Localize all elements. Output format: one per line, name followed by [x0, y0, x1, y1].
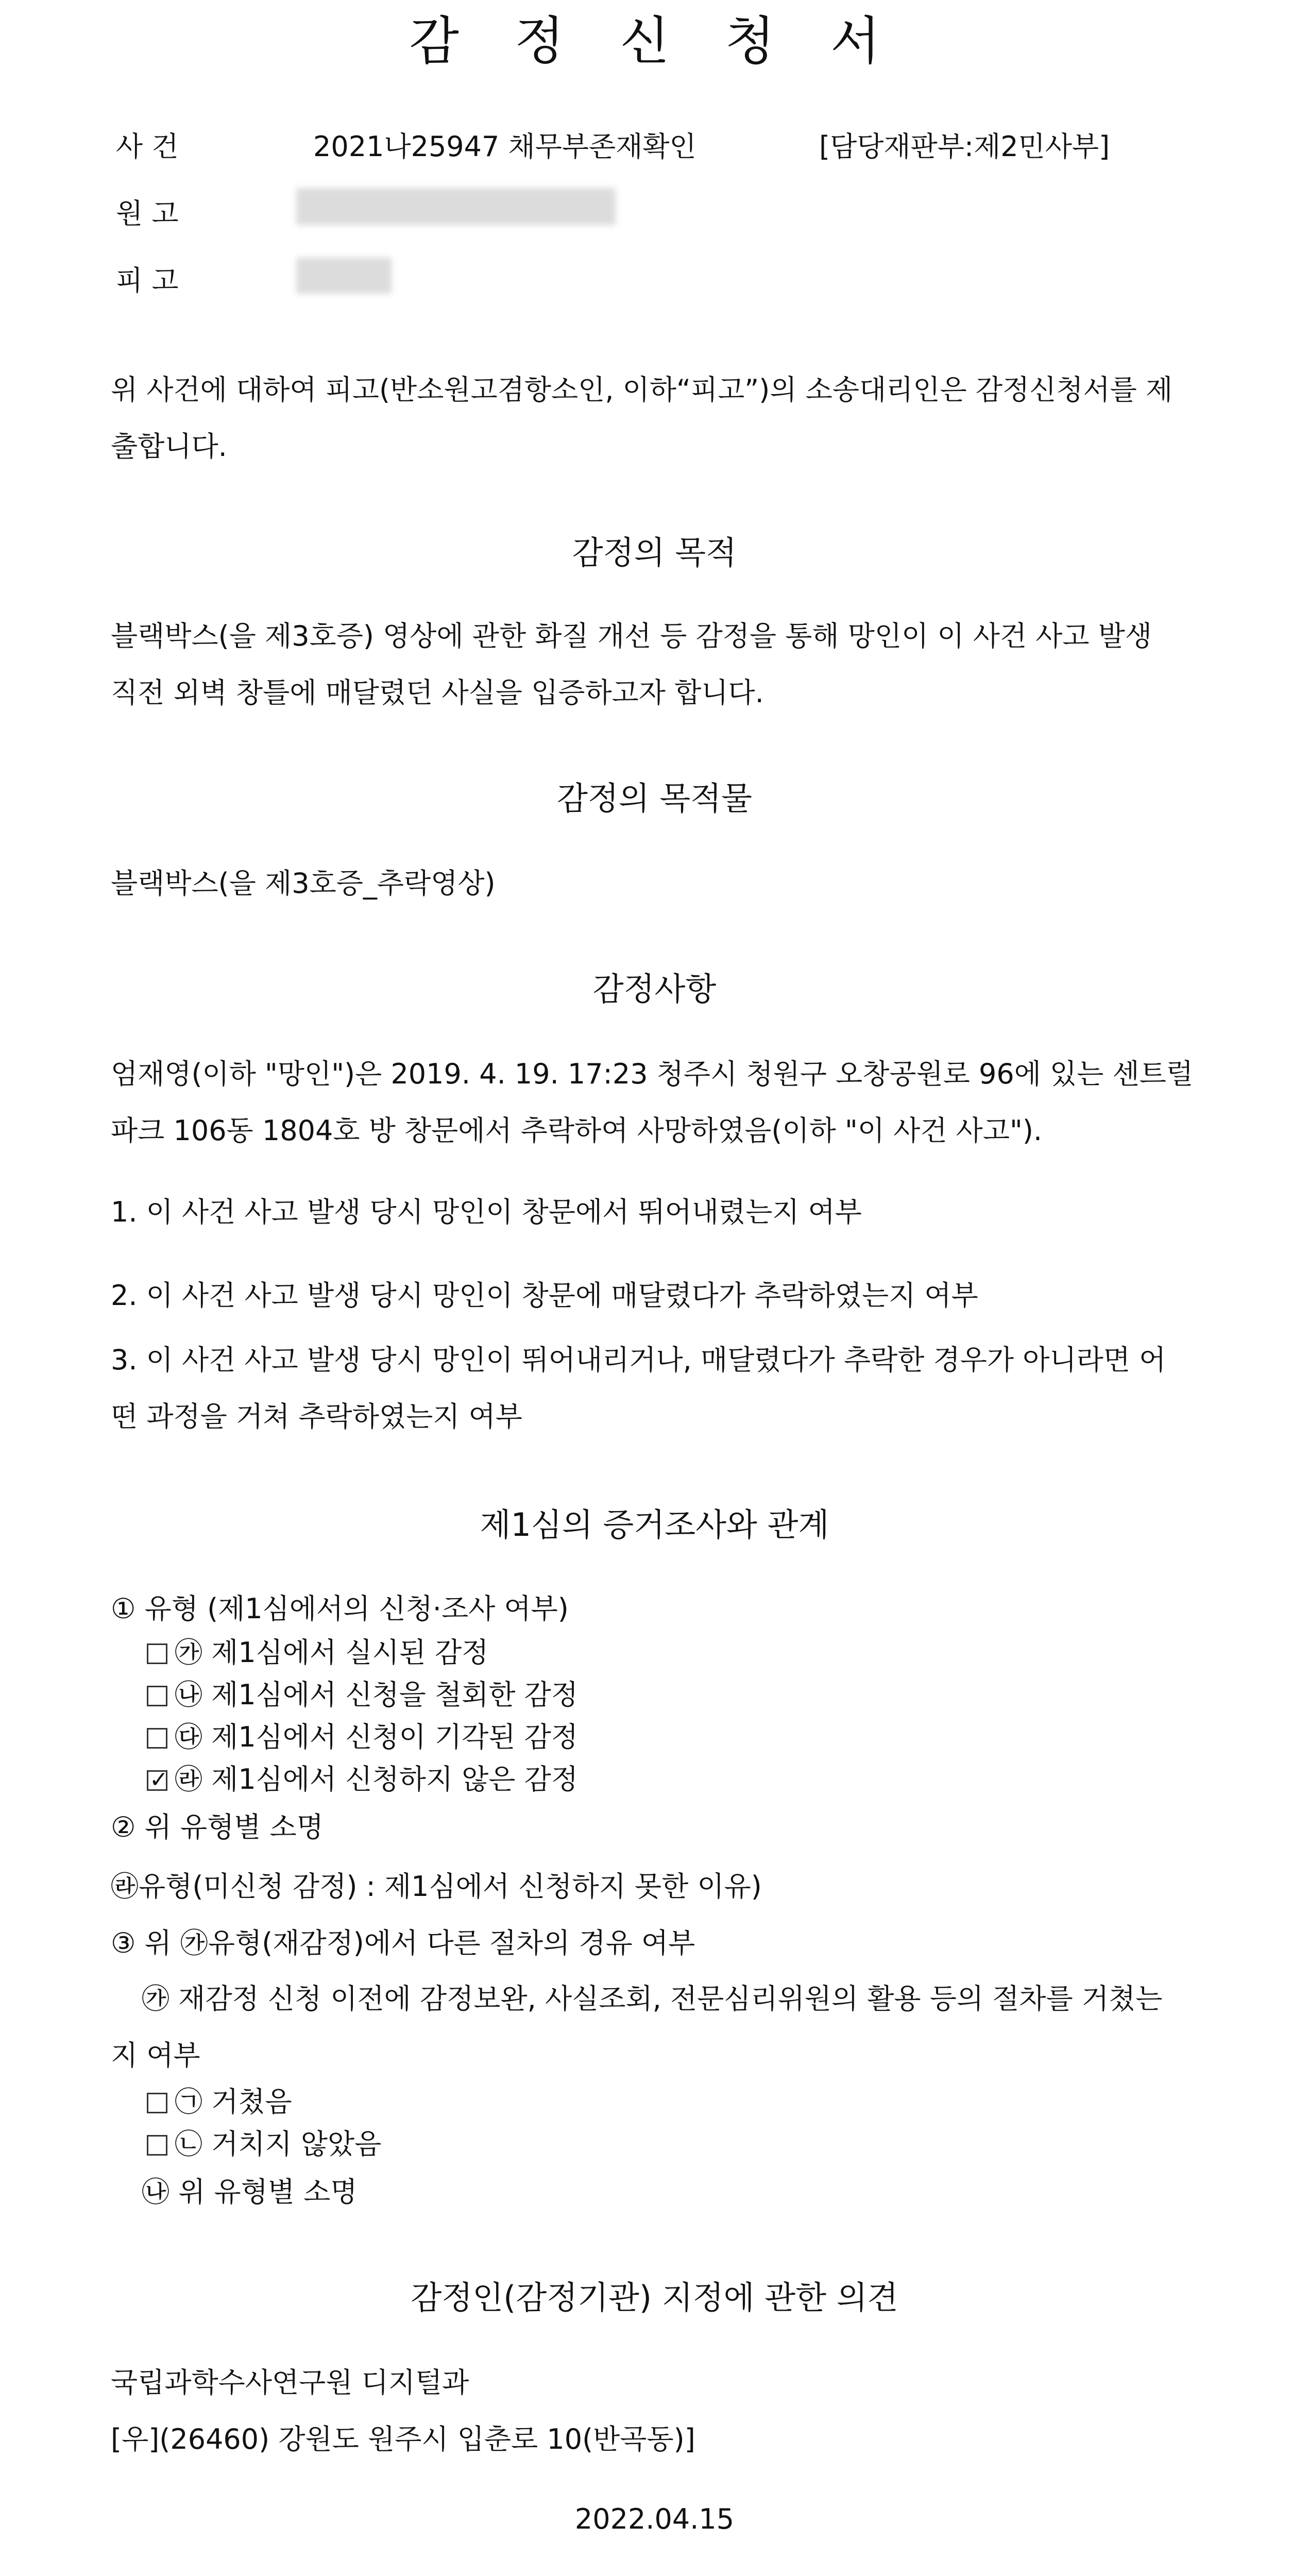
- checkbox[interactable]: [147, 1686, 167, 1706]
- appraiser-heading: 감정인(감정기관) 지정에 관한 의견: [411, 2279, 898, 2316]
- first-instance-heading: 제1심의 증거조사와 관계: [480, 1506, 829, 1544]
- matters-item-1: 1. 이 사건 사고 발생 당시 망인이 창문에서 뛰어내렸는지 여부: [111, 1196, 862, 1228]
- option-executed[interactable]: ㉮ 제1심에서 실시된 감정: [147, 1635, 488, 1671]
- defendant-label: 피 고: [116, 264, 179, 297]
- intro-line-1: 위 사건에 대하여 피고(반소원고겸항소인, 이하“피고”)의 소송대리인은 감정신청서를 제: [111, 374, 1173, 406]
- checkbox-checked[interactable]: [147, 1770, 167, 1791]
- procedure-question-line-1: ㉮ 재감정 신청 이전에 감정보완, 사실조회, 전문심리위원의 활용 등의 절차를 거쳤는: [142, 1982, 1163, 2015]
- checkbox[interactable]: [147, 2135, 167, 2156]
- case-label: 사 건: [116, 130, 179, 163]
- matters-item-2: 2. 이 사건 사고 발생 당시 망인이 창문에 매달렸다가 추락하였는지 여부: [111, 1279, 978, 1312]
- purpose-line-2: 직전 외벽 창틀에 매달렸던 사실을 입증하고자 합니다.: [111, 676, 764, 709]
- matters-line-2: 파크 106동 1804호 방 창문에서 추락하여 사망하였음(이하 "이 사건 사고").: [111, 1114, 1043, 1147]
- procedure-option-no[interactable]: ㉡ 거치지 않았음: [147, 2126, 381, 2162]
- option-withdrawn[interactable]: ㉯ 제1심에서 신청을 철회한 감정: [147, 1677, 578, 1713]
- case-number: 2021나25947 채무부존재확인: [313, 130, 696, 163]
- court-division: [담당재판부:제2민사부]: [819, 130, 1110, 163]
- checkbox[interactable]: [147, 1643, 167, 1664]
- explain-text: ㉱유형(미신청 감정) : 제1심에서 신청하지 못한 이유): [111, 1870, 762, 1903]
- matters-heading: 감정사항: [592, 970, 717, 1008]
- object-line-1: 블랙박스(을 제3호증_추락영상): [111, 867, 496, 900]
- checkbox[interactable]: [147, 1728, 167, 1749]
- purpose-line-1: 블랙박스(을 제3호증) 영상에 관한 화질 개선 등 감정을 통해 망인이 이 사건 사고 발생: [111, 620, 1152, 652]
- explain-title: ② 위 유형별 소명: [111, 1811, 324, 1843]
- procedure-question-line-2: 지 여부: [111, 2039, 200, 2072]
- appraiser-line-1: 국립과학수사연구원 디지털과: [111, 2366, 469, 2399]
- option-rejected[interactable]: ㉰ 제1심에서 신청이 기각된 감정: [147, 1719, 578, 1755]
- procedure-title: ③ 위 ㉮유형(재감정)에서 다른 절차의 경유 여부: [111, 1927, 695, 1959]
- object-heading: 감정의 목적물: [556, 779, 753, 817]
- matters-line-1: 엄재영(이하 "망인")은 2019. 4. 19. 17:23 청주시 청원구 오창공원로 96에 있는 센트럴: [111, 1058, 1194, 1090]
- matters-item-3-line-1: 3. 이 사건 사고 발생 당시 망인이 뛰어내리거나, 매달렸다가 추락한 경우가 아니라면 어: [111, 1344, 1166, 1376]
- intro-line-2: 출합니다.: [111, 430, 227, 463]
- plaintiff-label: 원 고: [116, 197, 179, 230]
- option-not-requested[interactable]: ✓㉱ 제1심에서 신청하지 않은 감정: [147, 1761, 578, 1798]
- purpose-heading: 감정의 목적: [572, 534, 737, 571]
- document-date: 2022.04.15: [574, 2503, 735, 2535]
- checkbox[interactable]: [147, 2093, 167, 2113]
- type-title: ① 유형 (제1심에서의 신청·조사 여부): [111, 1592, 569, 1625]
- plaintiff-name-redacted: [296, 188, 616, 225]
- document-title: 감 정 신 청 서: [409, 11, 900, 71]
- matters-item-3-line-2: 떤 과정을 거쳐 추락하였는지 여부: [111, 1400, 522, 1433]
- appraiser-line-2: [우](26460) 강원도 원주시 입춘로 10(반곡동)]: [111, 2423, 695, 2455]
- procedure-explain: ㉯ 위 유형별 소명: [142, 2176, 358, 2208]
- defendant-name-redacted: [296, 258, 392, 294]
- procedure-option-yes[interactable]: ㉠ 거쳤음: [147, 2084, 292, 2120]
